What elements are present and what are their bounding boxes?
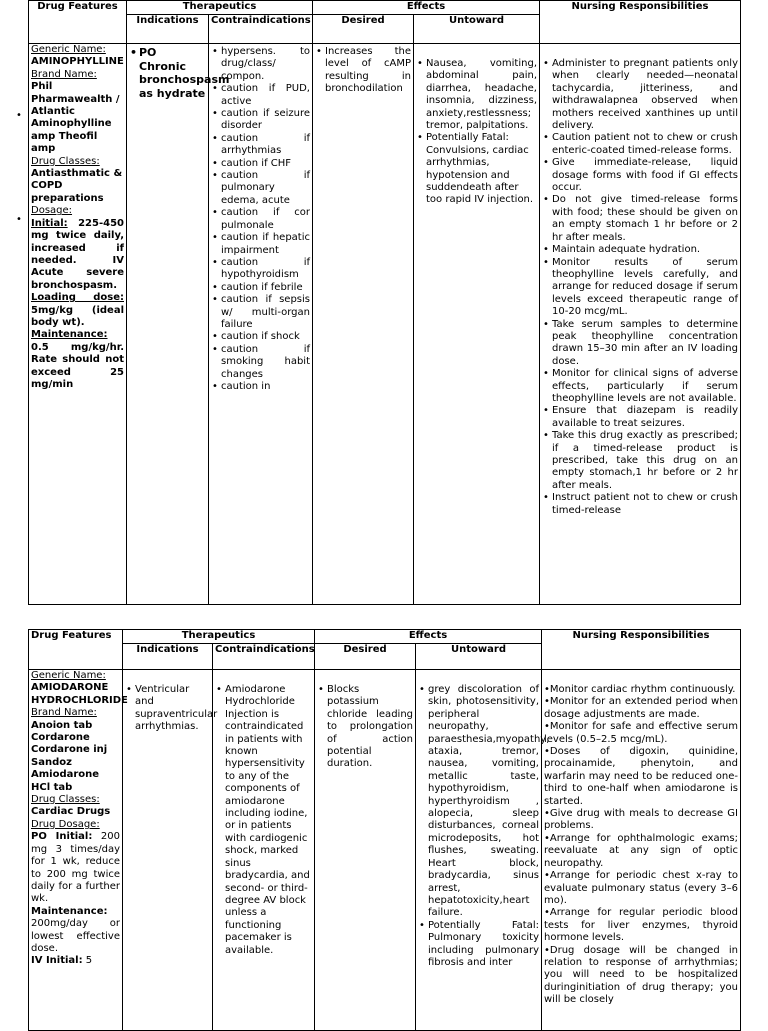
brand-name-label: Brand Name:: [31, 68, 97, 80]
brand-name-label: Brand Name:: [31, 707, 97, 719]
drug-classes: Cardiac Drugs: [31, 806, 111, 818]
loading-dose: 5mg/kg (ideal body wt).: [31, 304, 124, 328]
nursing-item: • Ensure that diazepam is readily available to treat seizures.: [552, 405, 738, 430]
indication-item: • PO Chronic bronchospasm as hydrate: [139, 46, 206, 100]
nursing-item: •Arrange for ophthalmologic exams; reevaluate at any sign of optic neuropathy.: [544, 832, 738, 869]
nursing-item: •Monitor for an extended period when dosage adjustments are made.: [544, 696, 738, 720]
nursing-item: •Monitor cardiac rhythm continuously.: [544, 684, 736, 695]
contraindication-item: • caution if pulmonary edema, acute: [221, 170, 310, 207]
untoward-effect-item: • Potentially Fatal: Pulmonary toxicity including pulmonary fibrosis and inter: [428, 920, 539, 970]
generic-name-label: Generic Name:: [31, 44, 106, 55]
nursing-item: • Take serum samples to determine peak theophylline concentration drawn 15–30 min after an IV loading dose.: [552, 319, 738, 369]
nursing-item: •Monitor for safe and effective serum levels (0.5–2.5 mcg/mL).: [544, 721, 738, 745]
dosage-label: Drug Dosage:: [31, 818, 100, 830]
nursing-item: • Monitor for clinical signs of adverse effects, particularly if serum theophylline levels are not available.: [552, 368, 738, 405]
drug-table-2: [28, 629, 741, 1031]
generic-name: AMIODARONE HYDROCHLORIDE: [31, 682, 128, 706]
initial-dose: 225-450 mg twice daily, increased if needed. IV Acute severe bronchospasm.: [31, 217, 124, 291]
nursing-item: • Administer to pregnant patients only when clearly needed—neonatal tachycardia, jitteriness, and withdrawalapnea observed when mothers received xanthines up until delivery.: [552, 58, 738, 132]
header-desired: Desired: [313, 15, 414, 44]
nursing-item: • Monitor results of serum theophylline levels carefully, and arrange for reduced dosage if serum levels exceed therapeutic range of 10-20 mcg/mL.: [552, 257, 738, 319]
contraindication-item: • caution if hepatic impairment: [221, 232, 310, 257]
contraindication-item: • caution if smoking habit changes: [221, 344, 310, 381]
bullet-mark: •: [16, 214, 22, 225]
drug-classes: Antiasthmatic & COPD preparations: [31, 168, 123, 204]
po-initial-dose: 200 mg 3 times/day for 1 wk, reduce to 200 mg twice daily for a further wk.: [31, 831, 120, 905]
dosage-label: Dosage:: [31, 205, 73, 217]
iv-initial-label: IV Initial:: [31, 955, 83, 967]
header-desired: Desired: [315, 644, 416, 670]
nursing-item: •Give drug with meals to decrease GI problems.: [544, 808, 738, 832]
contraindication-item: • caution if sepsis w/ multi-organ failure: [221, 294, 310, 331]
nursing-item: • Take this drug exactly as prescribed; if a timed-release product is prescribed, take this drug on an empty stomach,1 hr before or 2 hr after meals.: [552, 430, 738, 492]
indications-cell: [123, 670, 218, 1031]
header-drug-features: Drug Features: [29, 1, 127, 44]
generic-name-label: Generic Name:: [31, 670, 106, 681]
header-drug-features: Drug Features: [29, 630, 123, 670]
desired-effect-item: • Blocks potassium chloride leading to prolongation of action potential duration.: [327, 684, 413, 771]
contraindication-item: • caution if arrhythmias: [221, 133, 310, 158]
nursing-item: •Drug dosage will be changed in relation to response of arrhythmias; you will need to be hospitalized duringinitiation of drug therapy; you will be closely: [544, 944, 738, 1006]
contraindication-item: • caution in: [221, 381, 310, 393]
brand-name: Phil Pharmawealth / Atlantic Aminophylline amp Theofil amp: [31, 81, 120, 155]
header-indications: Indications: [127, 15, 209, 44]
header-contraindications: Contraindications: [209, 15, 313, 44]
header-therapeutics: Therapeutics: [123, 630, 315, 644]
nursing-responsibilities-cell: [542, 670, 741, 1031]
contraindication-item: • caution if cor pulmonale: [221, 207, 310, 232]
header-nursing-responsibilities: Nursing Responsibilities: [542, 630, 741, 670]
maintenance-dose-label: Maintenance:: [31, 329, 108, 341]
indication-item: • Ventricular and supraventricular arrhythmias.: [135, 684, 210, 734]
contraindication-item: • caution if PUD, active: [221, 83, 310, 108]
contraindication-item: • caution if CHF: [221, 158, 310, 170]
drug-features-cell: [29, 670, 128, 1031]
nursing-item: • Instruct patient not to chew or crush timed-release: [552, 492, 738, 517]
contraindications-cell: [213, 670, 315, 1031]
initial-dose-label: Initial:: [31, 217, 68, 229]
nursing-item: •Arrange for regular periodic blood tests for liver enzymes, thyroid hormone levels.: [544, 907, 738, 944]
maintenance-dose: 0.5 mg/kg/hr. Rate should not exceed 25 mg/min: [31, 341, 124, 390]
contraindication-item: • caution if shock: [221, 331, 310, 343]
brand-name: Anoion tab Cordarone Cordarone inj Sandoz Amiodarone HCl tab: [31, 719, 108, 793]
contraindication-item: • caution if febrile: [221, 282, 310, 294]
po-initial-label: PO Initial:: [31, 831, 93, 843]
bullet-mark: •: [16, 110, 22, 121]
header-nursing-responsibilities: Nursing Responsibilities: [540, 1, 741, 44]
header-effects: Effects: [315, 630, 542, 644]
header-contraindications: Contraindications: [213, 644, 315, 670]
nursing-item: • Give immediate-release, liquid dosage forms with food if GI effects occur.: [552, 157, 738, 194]
drug-classes-label: Drug Classes:: [31, 794, 100, 806]
header-effects: Effects: [313, 1, 540, 15]
loading-dose-label: Loading dose:: [31, 292, 124, 304]
untoward-effect-item: • grey discoloration of skin, photosensitivity, peripheral neuropathy, paraesthesia,myopathy, ataxia, tremor, nausea, vomiting, metallic taste, hypothyroidism, hyperthyroidism , alopecia, sleep disturbances, corneal microdeposits, hot flushes, sweating. Heart block, bradycardia, sinus arrest, hepatotoxicity,heart failure.: [428, 684, 539, 920]
contraindication-item: • hypersens. to drug/class/ compon.: [221, 46, 310, 83]
maintenance-label: Maintenance:: [31, 905, 108, 917]
generic-name: AMINOPHYLLINE: [31, 56, 124, 68]
drug-classes-label: Drug Classes:: [31, 155, 100, 167]
contraindication-item: • Amiodarone Hydrochloride Injection is contraindicated in patients with known hypersensitivity to any of the components of amiodarone including iodine, or in patients with cardiogenic shock, marked sinus bradycardia, and second- or third-degree AV block unless a functioning pacemaker is available.: [225, 684, 312, 957]
header-therapeutics: Therapeutics: [127, 1, 313, 15]
nursing-item: • Caution patient not to chew or crush enteric-coated timed-release forms.: [552, 132, 738, 157]
contraindication-item: • caution if hypothyroidism: [221, 257, 310, 282]
untoward-effect-item: • Nausea, vomiting, abdominal pain, diarrhea, headache, insomnia, dizziness, anxiety,restlessness; tremor, palpitations.: [426, 58, 537, 132]
untoward-effect-item: • Potentially Fatal: Convulsions, cardiac arrhythmias, hypotension and suddendeath after too rapid IV injection.: [426, 132, 537, 206]
header-untoward: Untoward: [414, 15, 540, 44]
iv-initial-dose: 5: [85, 955, 93, 967]
header-untoward: Untoward: [416, 644, 542, 670]
nursing-item: • Maintain adequate hydration.: [552, 244, 738, 256]
maintenance-dose: 200mg/day or lowest effective dose.: [31, 918, 120, 954]
desired-effect-item: • Increases the level of cAMP resulting in bronchodilation: [325, 46, 411, 96]
header-indications: Indications: [123, 644, 213, 670]
untoward-effects-cell: [416, 670, 550, 1031]
contraindication-item: • caution if seizure disorder: [221, 108, 310, 133]
nursing-item: • Do not give timed-release forms with food; these should be given on an empty stomach 1 hr before or 2 hr after meals.: [552, 194, 738, 244]
nursing-item: •Doses of digoxin, quinidine, procainamide, phenytoin, and warfarin may need to be reduced one-third to one-half when amiodarone is started.: [544, 746, 738, 807]
desired-effects-cell: [315, 670, 416, 1031]
nursing-item: •Arrange for periodic chest x-ray to evaluate pulmonary status (every 3–6 mo).: [544, 870, 738, 906]
